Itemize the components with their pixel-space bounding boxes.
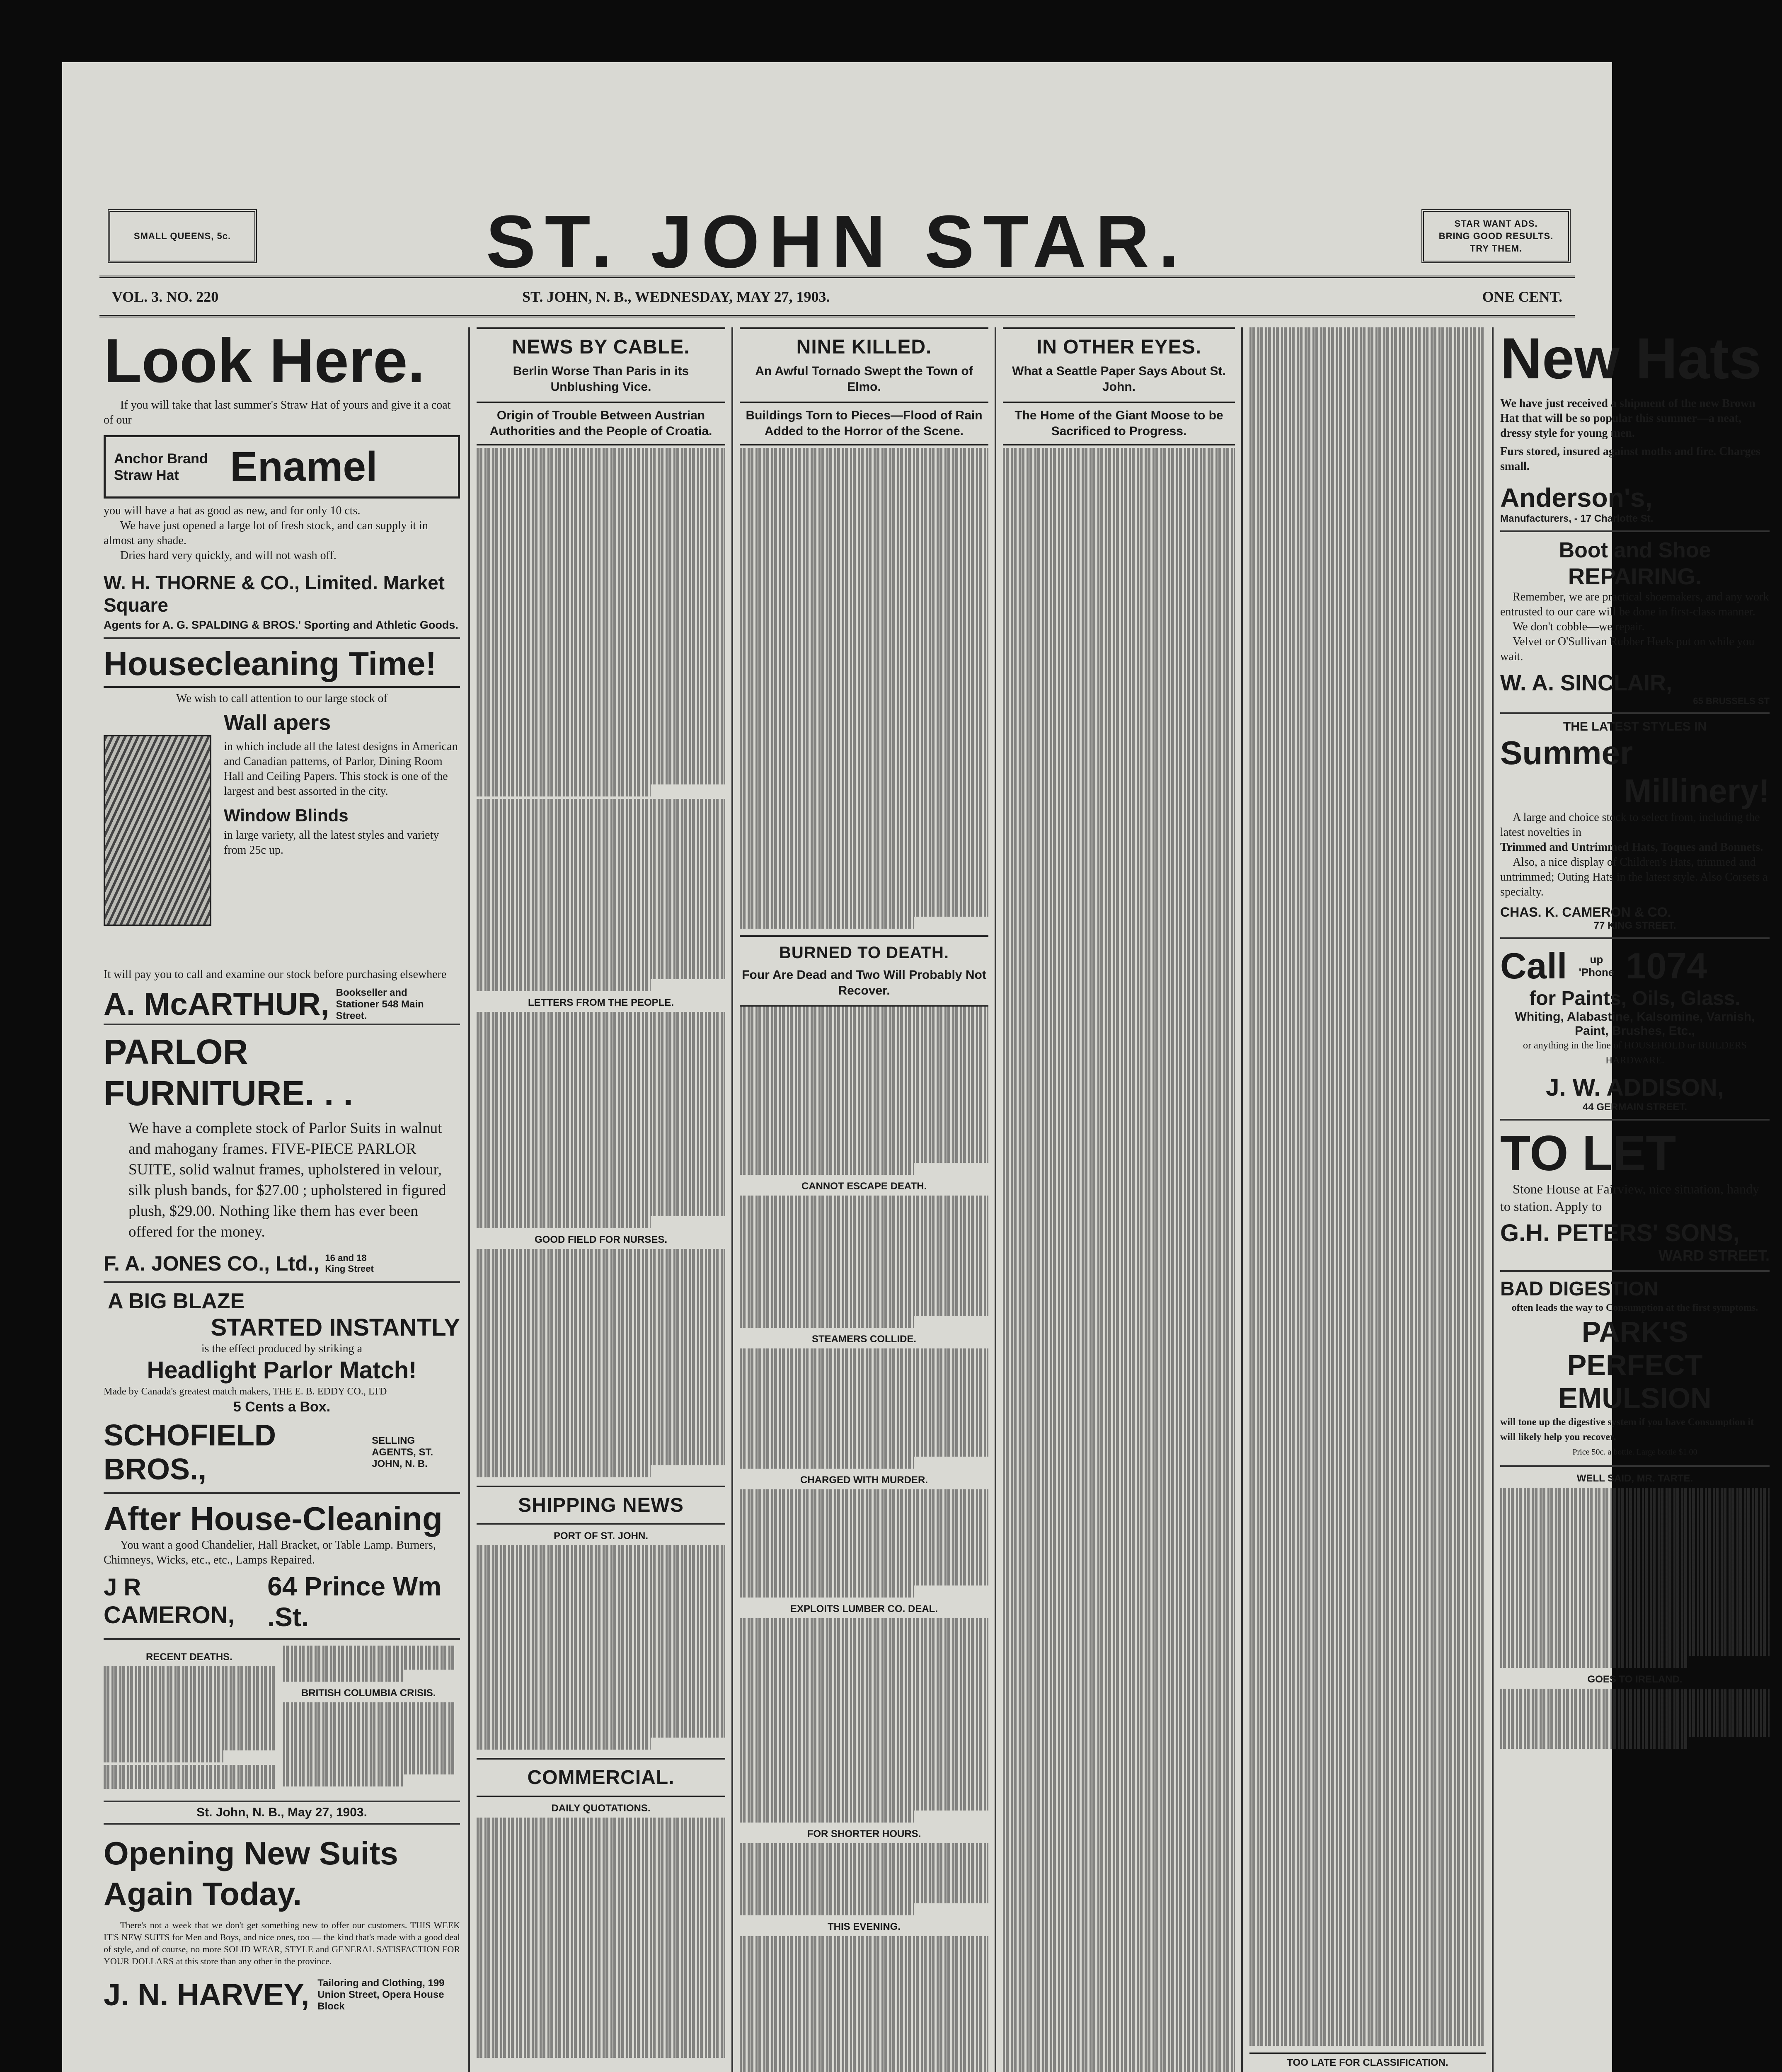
ad-headline: Summer <box>1500 734 1633 771</box>
ad-text: Furs stored, insured against moths and fire. Charges small. <box>1500 445 1760 473</box>
section-heading: EXPLOITS LUMBER CO. DEAL. <box>790 1603 938 1615</box>
ad-text: Remember, we are practical shoemakers, and any work entrusted to our care will be done in first-class manner. <box>1500 591 1769 618</box>
firm-name: J R CAMERON, <box>104 1574 235 1629</box>
section-heading: CHARGED WITH MURDER. <box>800 1474 928 1486</box>
divider <box>1500 1270 1770 1272</box>
section-heading: LETTERS FROM THE PEOPLE. <box>528 997 674 1008</box>
section-heading: TOO LATE FOR CLASSIFICATION. <box>1287 2057 1448 2068</box>
divider <box>104 1024 460 1025</box>
firm-name: A. McARTHUR, <box>104 987 329 1022</box>
ad-headline: PARLOR FURNITURE. . . <box>104 1032 353 1113</box>
ad-housecleaning <box>104 645 460 1022</box>
ear-left-text: SMALL QUEENS, 5c. <box>133 231 231 241</box>
section-heading: WELL SAID, MR. TARTE. <box>1576 1473 1693 1484</box>
ad-headline: EMULSION <box>1558 1382 1712 1414</box>
ad-text: will tone up the digestive system if you have Consumption it will likely help you recover. <box>1500 1417 1754 1443</box>
article-headline: NINE KILLED. <box>796 336 932 358</box>
ad-headline: Millinery! <box>1624 772 1770 809</box>
phone-number: 1074 <box>1626 945 1707 986</box>
article-subhead: Four Are Dead and Two Will Probably Not Recover. <box>742 968 986 997</box>
ads-left-column <box>104 327 460 2072</box>
ear-right-line-3: TRY THEM. <box>1470 243 1523 254</box>
firm-address: 64 Prince Wm .St. <box>267 1571 441 1632</box>
firm-address: 65 BRUSSELS ST <box>1693 696 1770 706</box>
dateline-small: St. John, N. B., May 27, 1903. <box>196 1806 367 1819</box>
ad-headline: New Hats <box>1500 326 1762 391</box>
divider <box>1500 937 1770 939</box>
ad-text: We have a complete stock of Parlor Suits in walnut and mahogany frames. FIVE-PIECE PARLOR SUITE, solid walnut frames, upholstered in velour, silk plush bands, for $27.00 ; upholstered in figured plush, $29.00. Nothing like them has ever been offered for the money. <box>128 1120 446 1240</box>
call-word: Call <box>1500 945 1567 986</box>
ear-right-line-2: BRING GOOD RESULTS. <box>1438 231 1554 241</box>
ad-text: We wish to call attention to our large stock of <box>176 692 387 705</box>
ad-text: If you will take that last summer's Straw Hat of yours and give it a coat of our <box>104 399 451 426</box>
column-rule <box>731 327 733 2072</box>
ad-text: We have just received a shipment of the new Brown Hat that will be so popular this summer—a neat, dressy style for young men. <box>1500 397 1755 440</box>
article-headline: NEWS BY CABLE. <box>512 336 690 358</box>
ad-text: You want a good Chandelier, Hall Bracket, or Table Lamp. Burners, Chimneys, Wicks, etc., etc., Lamps Repaired. <box>104 1539 436 1566</box>
column-news-by-cable <box>477 327 725 2072</box>
divider <box>104 1492 460 1494</box>
ad-headline: Look Here. <box>104 326 425 395</box>
firm-address: Bookseller and Stationer 548 Main Street. <box>336 987 424 1021</box>
ad-headline: BAD DIGESTION <box>1500 1278 1659 1300</box>
ad-headline: for Paints, Oils, Glass. <box>1529 988 1741 1009</box>
firm-address: Manufacturers, - 17 Charlotte St. <box>1500 513 1654 524</box>
article-subhead: Buildings Torn to Pieces—Flood of Rain Added to the Horror of the Scene. <box>740 408 988 445</box>
price: ONE CENT. <box>1482 288 1562 305</box>
enamel-box <box>104 435 460 499</box>
divider <box>104 637 460 639</box>
firm-agents: Agents for A. G. SPALDING & BROS.' Sporting and Athletic Goods. <box>104 619 458 631</box>
firm-name: Anderson's, <box>1500 483 1653 513</box>
column-in-other-eyes <box>1003 327 1235 2072</box>
ad-text: Trimmed and Untrimmed Hats, Toques and Bonnets. <box>1500 841 1763 854</box>
section-heading: PORT OF ST. JOHN. <box>553 1530 649 1542</box>
divider <box>1500 1119 1770 1121</box>
ad-text: in which include all the latest designs in American and Canadian patterns, of Parlor, Dining Room Hall and Ceiling Papers. This stock is one of the largest and best assorted in the city. <box>224 740 458 798</box>
newspaper-title: ST. JOHN STAR. <box>486 200 1189 283</box>
section-heading: STEAMERS COLLIDE. <box>811 1334 916 1345</box>
section-heading: GOES TO IRELAND. <box>1587 1674 1683 1685</box>
column-in-other-eyes-cont <box>1249 327 1486 2072</box>
column-rule <box>1492 327 1494 2072</box>
dateline-band <box>104 1801 460 1825</box>
ad-headline: Boot and Shoe <box>1559 538 1711 562</box>
call-up-phone: up 'Phone <box>1579 953 1615 978</box>
column-rule <box>468 327 470 2072</box>
firm-address: WARD STREET. <box>1658 1247 1770 1264</box>
column-nine-killed <box>740 327 988 2072</box>
firm-name: J. W. ADDISON, <box>1546 1074 1724 1101</box>
ad-text: Velvet or O'Sullivan Rubber Heels put on while you wait. <box>1500 635 1755 663</box>
firm-address: 44 GERMAIN STREET. <box>1582 1101 1688 1113</box>
classification-band <box>1249 2052 1486 2072</box>
article-subhead: An Awful Tornado Swept the Town of Elmo. <box>755 364 973 394</box>
firm-name: SCHOFIELD BROS., <box>104 1419 276 1486</box>
article-subhead: The Home of the Giant Moose to be Sacrificed to Progress. <box>1003 408 1235 445</box>
deaths-section <box>104 1646 460 1795</box>
article-subhead: Berlin Worse Than Paris in its Unblushing Vice. <box>513 364 689 394</box>
ad-headline: Housecleaning Time! <box>104 645 460 688</box>
ear-left <box>108 209 257 263</box>
ad-price: Price 50c. a bottle. Large bottle $1.00 <box>1572 1447 1697 1457</box>
wallpapers-heading: Wall apers <box>224 711 331 735</box>
ad-text: We have just opened a large lot of fresh stock, and can supply it in almost any shade. <box>104 519 428 547</box>
firm-name: F. A. JONES CO., Ltd., <box>104 1252 320 1275</box>
section-heading: RECENT DEATHS. <box>145 1651 232 1663</box>
article-subhead: Origin of Trouble Between Austrian Authorities and the People of Croatia. <box>477 408 725 445</box>
ad-headline: PARK'S <box>1581 1316 1688 1348</box>
blaze-line-3: is the effect produced by striking a <box>201 1342 363 1355</box>
blinds-heading: Window Blinds <box>224 806 349 825</box>
blaze-line-6: 5 Cents a Box. <box>233 1399 331 1415</box>
ad-text: Also, a nice display of Children's Hats, trimmed and untrimmed; Outing Hats in the latest style. Also Corsets a specialty. <box>1500 856 1768 898</box>
firm-address: 77 KING STREET. <box>1593 920 1676 931</box>
ad-headline: PERFECT <box>1567 1349 1703 1381</box>
section-heading: FOR SHORTER HOURS. <box>807 1828 921 1840</box>
firm-name: G.H. PETERS' SONS, <box>1500 1220 1740 1247</box>
ad-text: We don't cobble—we repair. <box>1513 620 1645 633</box>
ad-text: often leads the way to Consumption at the first symptoms. <box>1511 1302 1758 1313</box>
section-heading: DAILY QUOTATIONS. <box>551 1803 651 1814</box>
ad-text: There's not a week that we don't get something new to offer our customers. THIS WEEK IT'S NEW SUITS for Men and Boys, and nice ones, too — the kind that's made with a good deal of style, and of course, no more SOLID WEAR, STYLE and GENERAL SATISFACTION FOR YOUR DOLLARS at this store than any other in the province. <box>104 1920 460 1966</box>
dateline-rule <box>99 315 1575 317</box>
ad-headline: REPAIRING. <box>1568 563 1702 589</box>
shop-illustration <box>104 735 211 926</box>
column-rule <box>995 327 996 2072</box>
article-subhead: What a Seattle Paper Says About St. John. <box>1012 364 1226 394</box>
ad-big-blaze <box>104 1289 460 1486</box>
brand-name: Anchor Brand Straw Hat <box>114 450 208 483</box>
newspaper-page <box>62 62 1770 2072</box>
firm-address: 16 and 18 King Street <box>325 1253 374 1274</box>
ad-parlor <box>104 1031 460 1276</box>
blaze-line-4: Headlight Parlor Match! <box>147 1357 417 1384</box>
ad-look-here <box>104 327 460 632</box>
ad-opening-suits <box>104 1833 460 2012</box>
section-heading: BRITISH COLUMBIA CRISIS. <box>301 1687 436 1699</box>
ad-text: A large and choice stock to select from, including the latest novelties in <box>1500 811 1760 839</box>
firm-name: W. H. THORNE & CO., Limited. Market Square <box>104 572 445 616</box>
volume-number: VOL. 3. NO. 220 <box>112 288 219 305</box>
blaze-line-5: Made by Canada's greatest match makers, THE E. B. EDDY CO., LTD <box>104 1386 387 1397</box>
ad-subhead: THE LATEST STYLES IN <box>1563 720 1707 733</box>
ads-right-column <box>1500 327 1782 2072</box>
ad-headline: Opening New Suits Again Today. <box>104 1835 398 1912</box>
firm-name: J. N. HARVEY, <box>104 1978 310 2012</box>
ad-text: It will pay you to call and examine our stock before purchasing elsewhere <box>104 968 447 981</box>
ear-right-line-1: STAR WANT ADS. <box>1454 218 1538 229</box>
product-name: Enamel <box>230 443 378 490</box>
ad-headline: After House-Cleaning <box>104 1500 443 1537</box>
ad-after-house-cleaning <box>104 1500 460 1632</box>
blaze-line-2: STARTED INSTANTLY <box>211 1314 460 1341</box>
blaze-line-1: A BIG BLAZE <box>108 1289 245 1313</box>
divider <box>104 1281 460 1283</box>
firm-address: Tailoring and Clothing, 199 Union Street, Opera House Block <box>317 1977 445 2012</box>
section-heading: GOOD FIELD FOR NURSES. <box>534 1234 667 1245</box>
ad-text: Whiting, Alabastine, Kalsomine, Varnish, Paint, Brushes, Etc., <box>1515 1010 1755 1038</box>
firm-name: W. A. SINCLAIR, <box>1500 670 1672 695</box>
divider <box>1500 530 1770 532</box>
ear-right <box>1421 209 1571 263</box>
dateline: ST. JOHN, N. B., WEDNESDAY, MAY 27, 1903. <box>522 288 830 305</box>
ad-text: Dries hard very quickly, and will not wash off. <box>120 549 337 562</box>
ad-headline: TO LET <box>1500 1126 1676 1181</box>
divider <box>1500 1465 1770 1467</box>
section-heading-commercial: COMMERCIAL. <box>527 1767 675 1789</box>
ad-text: or anything in the line of HOUSEHOLD or BUILDERS HARDWARE. <box>1523 1040 1747 1066</box>
masthead-rule <box>99 276 1575 278</box>
divider <box>104 1638 460 1640</box>
section-heading: THIS EVENING. <box>827 1921 901 1932</box>
firm-address: SELLING AGENTS, ST. JOHN, N. B. <box>372 1435 433 1469</box>
ad-text: in large variety, all the latest styles and variety from 25c up. <box>224 829 439 857</box>
article-headline: BURNED TO DEATH. <box>779 944 949 962</box>
column-rule <box>1241 327 1243 2072</box>
ad-text: you will have a hat as good as new, and for only 10 cts. <box>104 504 361 517</box>
divider <box>1500 712 1770 714</box>
article-headline: IN OTHER EYES. <box>1036 336 1202 358</box>
section-heading-shipping: SHIPPING NEWS <box>518 1494 684 1516</box>
ad-text: Stone House at Fairview, nice situation, handy to station. Apply to <box>1500 1181 1760 1214</box>
section-heading: CANNOT ESCAPE DEATH. <box>801 1181 927 1192</box>
firm-name: CHAS. K. CAMERON & CO. <box>1500 905 1671 920</box>
